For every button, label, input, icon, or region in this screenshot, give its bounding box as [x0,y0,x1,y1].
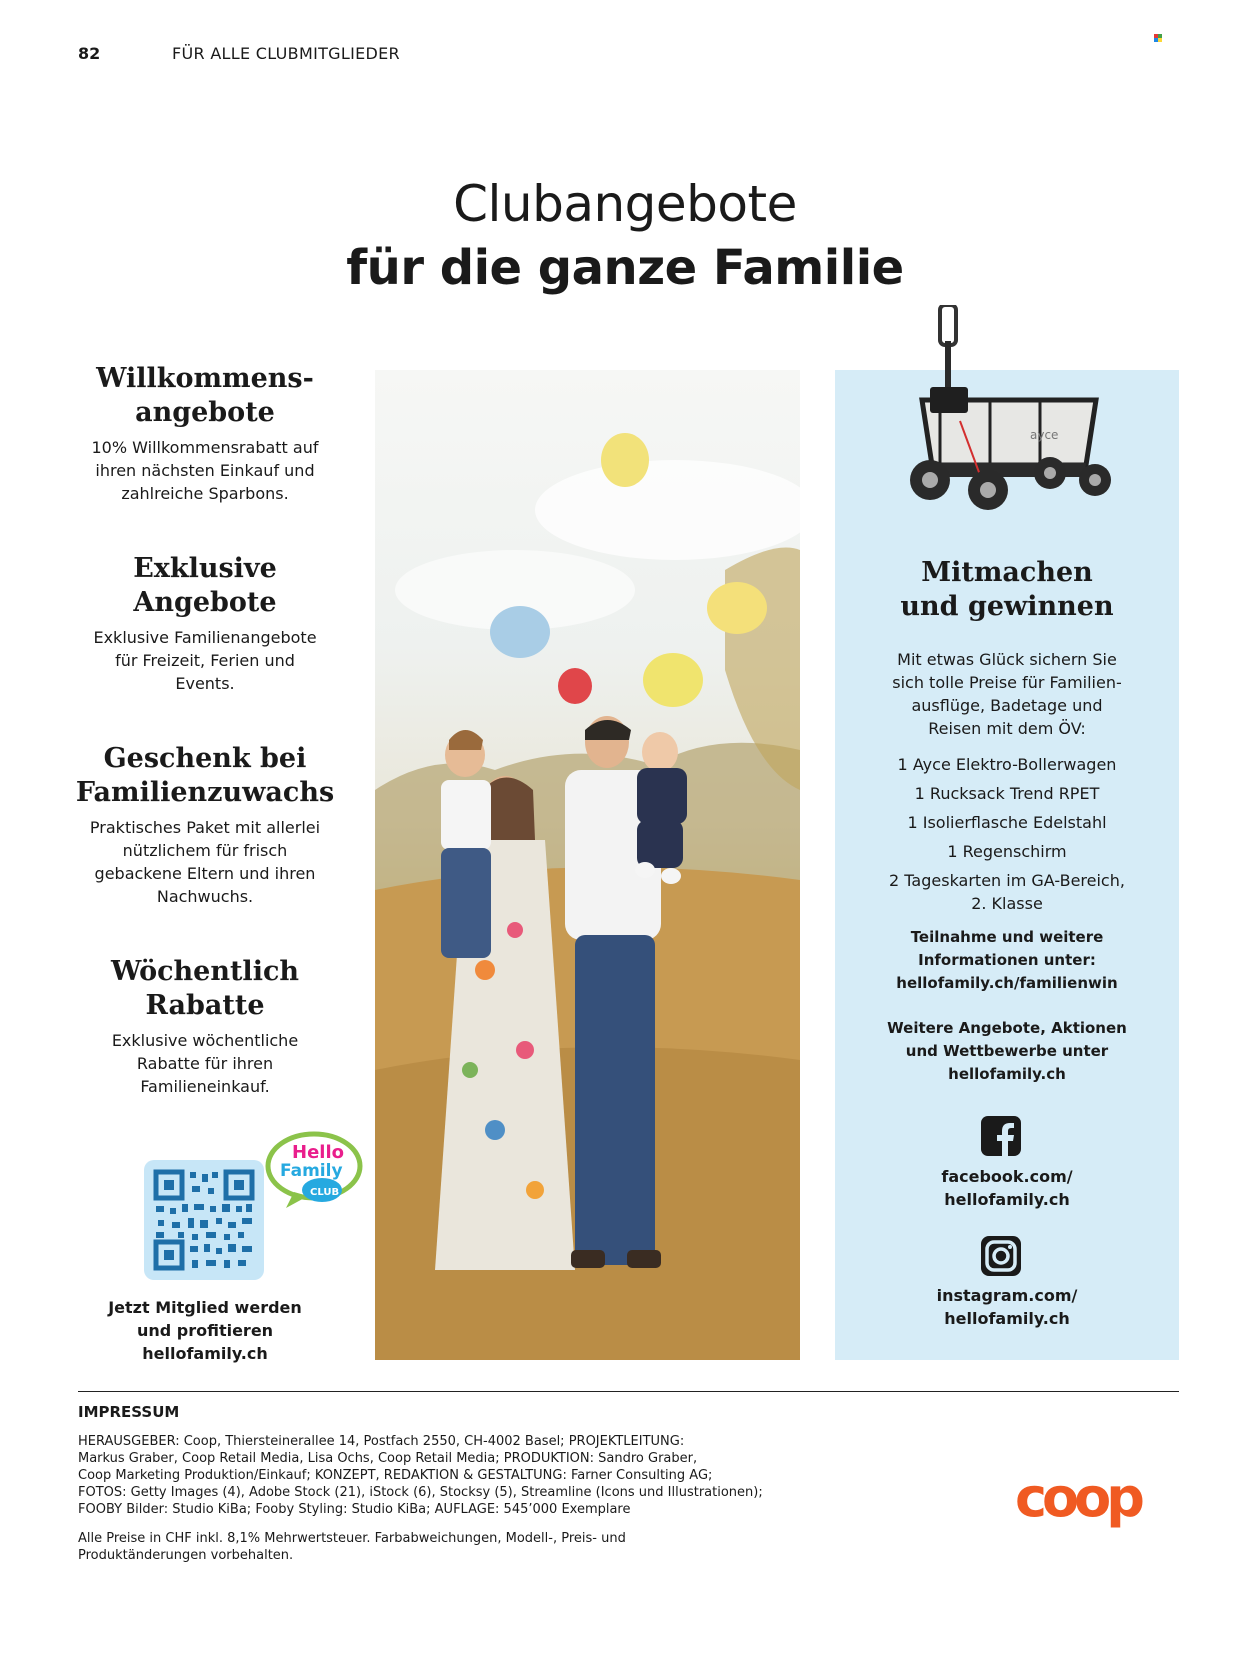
gift-text-2: nützlichem für frisch [122,841,288,860]
note-line: Alle Preise in CHF inkl. 8,1% Mehrwertsteuer. Farbabweichungen, Modell-, Preis- und [78,1531,626,1546]
instagram-link[interactable] [845,1284,1169,1330]
join-cta [70,1296,340,1365]
note-line: Produktänderungen vorbehalten. [78,1548,294,1563]
gift-text-1: Praktisches Paket mit allerlei [89,818,321,837]
weekly-text-1: Exklusive wöchentliche [111,1031,299,1050]
instagram-line-2: hellofamily.ch [944,1309,1070,1328]
price-note [78,1530,698,1564]
weekly-heading-1: Wöchentlich [110,956,300,987]
welcome-text-2: ihren nächsten Einkauf und [95,461,315,480]
contest-heading-1: Mitmachen [921,557,1093,588]
gift-text-4: Nachwuchs. [156,887,254,906]
page-number: 82 [78,44,101,63]
divider [78,1391,1179,1392]
facebook-icon[interactable] [981,1116,1021,1156]
participation-line-1: Teilnahme und weitere [910,928,1104,946]
contest-heading [845,556,1169,624]
welcome-heading-2: angebote [135,397,275,428]
impressum-line: FOTOS: Getty Images (4), Adobe Stock (21), iStock (6), Stocksy (5), Streamline (Icons und Illustrationen); [78,1485,763,1500]
more-offers-info [845,1017,1169,1086]
wagon-brand-label: ayce [1030,428,1059,442]
participation-link[interactable]: hellofamily.ch/familienwin [896,974,1118,992]
exclusive-heading-2: Angebote [133,587,277,618]
intro-line-1: Mit etwas Glück sichern Sie [897,650,1117,669]
hello-family-club-logo [264,1130,369,1210]
facebook-line-2: hellofamily.ch [944,1190,1070,1209]
intro-line-3: ausflüge, Badetage und [911,696,1103,715]
participation-info [845,926,1169,995]
impressum-line: Markus Graber, Coop Retail Media, Lisa Ochs, Coop Retail Media; PRODUKTION: Sandro Graber, [78,1451,698,1466]
color-mark-icon [1154,34,1162,42]
welcome-text-1: 10% Willkommensrabatt auf [91,438,319,457]
more-line-2: und Wettbewerbe unter [905,1042,1109,1060]
page-title [0,172,1250,300]
title-line-1: Clubangebote [453,175,797,233]
participation-line-2: Informationen unter: [918,951,1096,969]
exclusive-heading-1: Exklusive [133,553,277,584]
cta-line-1: Jetzt Mitglied werden [108,1298,302,1317]
contest-intro [845,648,1169,740]
intro-line-2: sich tolle Preise für Familien- [892,673,1122,692]
prize-day-pass-1: 2 Tageskarten im GA-Bereich, [889,871,1125,890]
facebook-line-1: facebook.com/ [941,1167,1073,1186]
wagon-image [870,305,1150,535]
cta-line-2: und profitieren [136,1321,274,1340]
prize-item: 1 Ayce Elektro-Bollerwagen [897,755,1117,774]
intro-line-4: Reisen mit dem ÖV: [928,719,1086,738]
welcome-text-3: zahlreiche Sparbons. [121,484,289,503]
prize-item: 1 Regenschirm [947,842,1067,861]
more-offers-link[interactable]: hellofamily.ch [948,1065,1066,1083]
prize-item: 1 Rucksack Trend RPET [914,784,1100,803]
prize-item-day-pass [845,869,1169,915]
impressum-line: Coop Marketing Produktion/Einkauf; KONZEPT, REDAKTION & GESTALTUNG: Farner Consulting AG; [78,1468,713,1483]
more-line-1: Weitere Angebote, Aktionen [887,1019,1127,1037]
qr-code-icon [144,1160,264,1280]
welcome-heading-1: Willkommens- [96,363,314,394]
facebook-link[interactable] [845,1165,1169,1211]
impressum-text [78,1433,798,1518]
weekly-text-2: Rabatte für ihren [136,1054,274,1073]
exclusive-text-1: Exklusive Familienangebote [93,628,317,647]
gift-block [70,742,340,908]
gift-heading-2: Familienzuwachs [75,777,335,808]
prize-item: 1 Isolierflasche Edelstahl [907,813,1107,832]
exclusive-text-3: Events. [175,674,235,693]
title-line-2: für die ganze Familie [346,240,904,296]
instagram-line-1: instagram.com/ [936,1286,1078,1305]
weekly-text-3: Familieneinkauf. [140,1077,270,1096]
impressum-line: FOOBY Bilder: Studio KiBa; Fooby Styling: Studio KiBa; AUFLAGE: 545’000 Exemplare [78,1502,631,1517]
logo-word-club: CLUB [310,1187,340,1198]
gift-text-3: gebackene Eltern und ihren [94,864,316,883]
section-label: FÜR ALLE CLUBMITGLIEDER [172,44,400,63]
exclusive-offers-block [70,552,340,695]
welcome-offers-block [70,362,340,505]
impressum-title: IMPRESSUM [78,1403,180,1421]
exclusive-text-2: für Freizeit, Ferien und [115,651,295,670]
weekly-discount-block [70,955,340,1098]
prize-day-pass-2: 2. Klasse [971,894,1043,913]
family-photo [375,370,800,1360]
weekly-heading-2: Rabatte [145,990,265,1021]
cta-link[interactable]: hellofamily.ch [142,1344,268,1363]
coop-logo [1015,1472,1160,1530]
impressum-line: HERAUSGEBER: Coop, Thiersteinerallee 14, Postfach 2550, CH-4002 Basel; PROJEKTLEITUNG: [78,1434,685,1449]
instagram-icon[interactable] [981,1236,1021,1276]
qr-code[interactable] [144,1160,264,1280]
gift-heading-1: Geschenk bei [103,743,307,774]
coop-logo-text: coop [1015,1472,1140,1529]
logo-word-hello: Hello [292,1142,344,1163]
logo-word-family: Family [280,1161,343,1181]
contest-heading-2: und gewinnen [900,591,1114,622]
